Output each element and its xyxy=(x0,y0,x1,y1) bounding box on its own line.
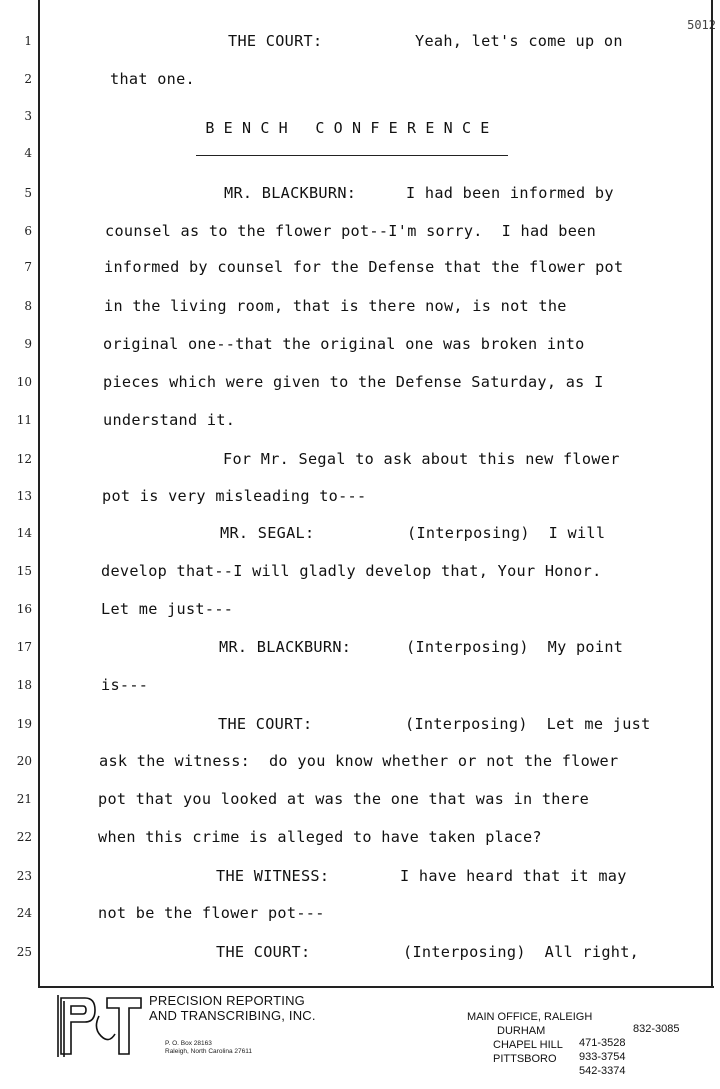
line-number: 15 xyxy=(16,564,32,578)
line-number: 13 xyxy=(16,489,32,503)
office-phone: 933-3754 xyxy=(579,1051,626,1063)
speaker-label: THE COURT: xyxy=(216,943,311,961)
line-number: 22 xyxy=(16,830,32,844)
company-line-1: PRECISION REPORTING xyxy=(149,993,305,1008)
speaker-label: MR. SEGAL: xyxy=(220,524,315,542)
company-line-2: AND TRANSCRIBING, INC. xyxy=(149,1008,316,1023)
line-number: 5 xyxy=(24,186,32,200)
line-number: 8 xyxy=(24,299,32,313)
transcript-line: understand it. xyxy=(103,411,236,429)
line-number: 12 xyxy=(16,452,32,466)
transcript-line: pieces which were given to the Defense Saturday, as I xyxy=(103,373,604,391)
bottom-margin-rule xyxy=(38,986,714,988)
right-margin-rule xyxy=(711,0,713,988)
city-line: Raleigh, North Carolina 27611 xyxy=(165,1048,252,1055)
speech-text: (Interposing) I will xyxy=(407,524,606,542)
transcript-line: pot that you looked at was the one that was in there xyxy=(98,790,590,808)
transcript-line: original one--that the original one was broken into xyxy=(103,335,585,353)
speech-text: I had been informed by xyxy=(406,184,614,202)
line-number: 18 xyxy=(16,678,32,692)
line-number: 4 xyxy=(24,146,32,160)
speaker-label: THE WITNESS: xyxy=(216,867,330,885)
line-number: 24 xyxy=(16,906,32,920)
section-heading: BENCH CONFERENCE xyxy=(205,119,499,137)
line-number: 1 xyxy=(24,34,32,48)
line-number: 7 xyxy=(24,260,32,274)
transcript-line: Let me just--- xyxy=(101,600,234,618)
office-name: PITTSBORO xyxy=(493,1053,557,1065)
line-number: 14 xyxy=(16,526,32,540)
line-number: 23 xyxy=(16,869,32,883)
line-number: 11 xyxy=(16,413,32,427)
line-number: 21 xyxy=(16,792,32,806)
transcript-line: For Mr. Segal to ask about this new flower xyxy=(223,450,620,468)
line-number: 6 xyxy=(24,224,32,238)
office-name: DURHAM xyxy=(497,1025,546,1037)
transcript-line: informed by counsel for the Defense that the flower pot xyxy=(104,258,624,276)
speech-text: I have heard that it may xyxy=(400,867,627,885)
line-number: 19 xyxy=(16,717,32,731)
left-margin-rule xyxy=(38,0,40,988)
line-number: 20 xyxy=(16,754,32,768)
office-phone: 471-3528 xyxy=(579,1037,626,1049)
line-number: 16 xyxy=(16,602,32,616)
office-name: MAIN OFFICE, RALEIGH xyxy=(467,1011,593,1023)
office-name: CHAPEL HILL xyxy=(493,1039,563,1051)
transcript-line: in the living room, that is there now, is not the xyxy=(104,297,567,315)
speaker-label: THE COURT: xyxy=(218,715,313,733)
line-number: 25 xyxy=(16,945,32,959)
office-phone-list xyxy=(467,999,717,1077)
pt-logo xyxy=(55,992,145,1060)
speaker-label: MR. BLACKBURN: xyxy=(219,638,352,656)
transcript-line: that one. xyxy=(110,70,195,88)
line-number: 9 xyxy=(24,337,32,351)
speech-text: Yeah, let's come up on xyxy=(415,32,623,50)
speaker-label: MR. BLACKBURN: xyxy=(224,184,357,202)
transcript-line: when this crime is alleged to have taken place? xyxy=(98,828,542,846)
heading-underline xyxy=(196,155,508,156)
transcript-line: develop that--I will gladly develop that, Your Honor. xyxy=(101,562,602,580)
po-box: P. O. Box 28163 xyxy=(165,1040,212,1047)
transcript-line: ask the witness: do you know whether or not the flower xyxy=(99,752,619,770)
line-number: 17 xyxy=(16,640,32,654)
line-number: 2 xyxy=(24,72,32,86)
speech-text: (Interposing) Let me just xyxy=(405,715,651,733)
office-phone: 542-3374 xyxy=(579,1065,626,1077)
transcript-line: pot is very misleading to--- xyxy=(102,487,367,505)
speech-text: (Interposing) All right, xyxy=(403,943,640,961)
transcript-line: not be the flower pot--- xyxy=(98,904,325,922)
page-number: 5012 xyxy=(687,18,716,32)
company-address xyxy=(165,1040,252,1056)
speech-text: (Interposing) My point xyxy=(406,638,624,656)
line-number: 3 xyxy=(24,109,32,123)
speaker-label: THE COURT: xyxy=(228,32,323,50)
transcript-line: counsel as to the flower pot--I'm sorry. I had been xyxy=(105,222,597,240)
transcript-line: is--- xyxy=(101,676,149,694)
company-name xyxy=(149,993,316,1023)
office-phone: 832-3085 xyxy=(633,1023,680,1035)
logo-text: P&T xyxy=(55,992,57,993)
line-number: 10 xyxy=(16,375,32,389)
